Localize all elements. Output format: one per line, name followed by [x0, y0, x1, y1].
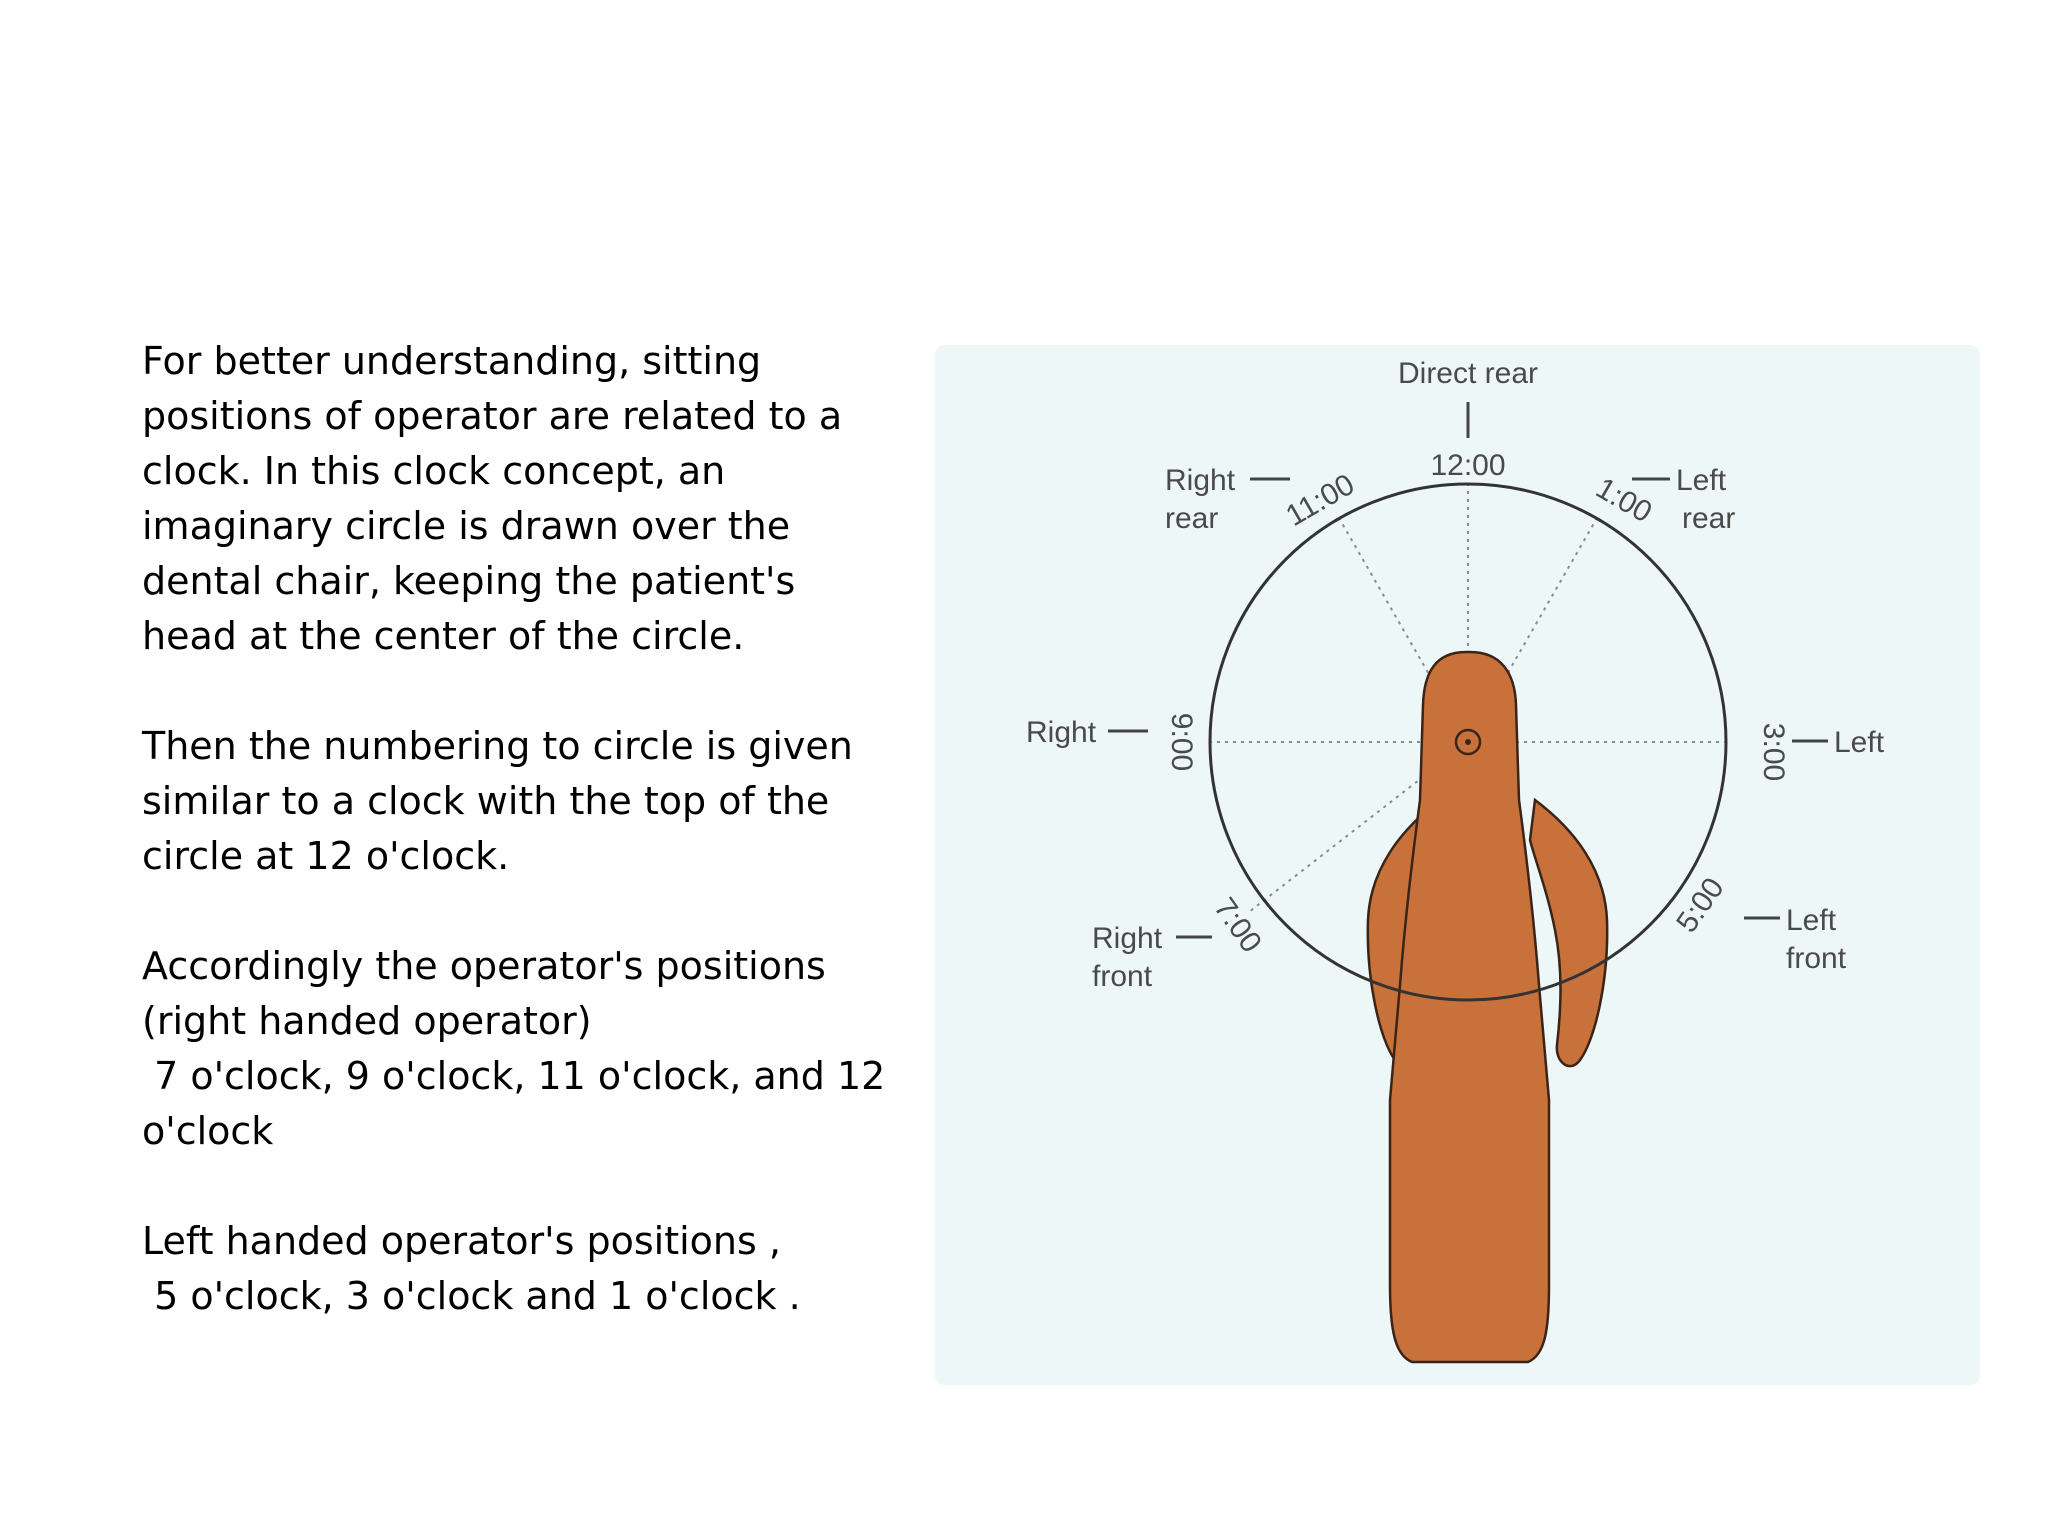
- text-line: head at the center of the circle.: [142, 614, 745, 658]
- label-direct-rear: Direct rear: [1397, 357, 1539, 390]
- label-right-front-2: front: [1092, 960, 1153, 993]
- text-line: 5 o'clock, 3 o'clock and 1 o'clock .: [142, 1274, 801, 1318]
- label-left-front-1: Left: [1786, 904, 1837, 937]
- text-line: For better understanding, sitting: [142, 339, 762, 383]
- text-line: similar to a clock with the top of the: [142, 779, 830, 823]
- text-line: 7 o'clock, 9 o'clock, 11 o'clock, and 12: [142, 1054, 886, 1098]
- label-5-00: 5:00: [1670, 871, 1731, 939]
- label-12-00: 12:00: [1430, 449, 1506, 482]
- text-line: positions of operator are related to a: [142, 394, 843, 438]
- label-right: Right: [1026, 716, 1097, 749]
- label-1-00: 1:00: [1590, 471, 1658, 530]
- text-line: clock. In this clock concept, an: [142, 449, 726, 493]
- label-right-front-1: Right: [1092, 922, 1163, 955]
- text-line: (right handed operator): [142, 999, 592, 1043]
- text-line: Left handed operator's positions ,: [142, 1219, 781, 1263]
- label-left-rear-2: rear: [1682, 502, 1736, 535]
- label-3-00: 3:00: [1757, 722, 1790, 782]
- label-7-00: 7:00: [1207, 891, 1268, 959]
- label-9-00: 9:00: [1165, 712, 1198, 772]
- label-right-rear-2: rear: [1165, 502, 1219, 535]
- text-line: Accordingly the operator's positions: [142, 944, 826, 988]
- text-line: o'clock: [142, 1109, 274, 1153]
- label-11-00: 11:00: [1280, 467, 1361, 533]
- label-left-front-2: front: [1786, 942, 1847, 975]
- text-line: imaginary circle is drawn over the: [142, 504, 791, 548]
- text-line: circle at 12 o'clock.: [142, 834, 510, 878]
- label-left: Left: [1834, 726, 1885, 759]
- text-line: dental chair, keeping the patient's: [142, 559, 796, 603]
- text-line: Then the numbering to circle is given: [142, 724, 853, 768]
- label-right-rear-1: Right: [1165, 464, 1236, 497]
- label-left-rear-1: Left: [1676, 464, 1727, 497]
